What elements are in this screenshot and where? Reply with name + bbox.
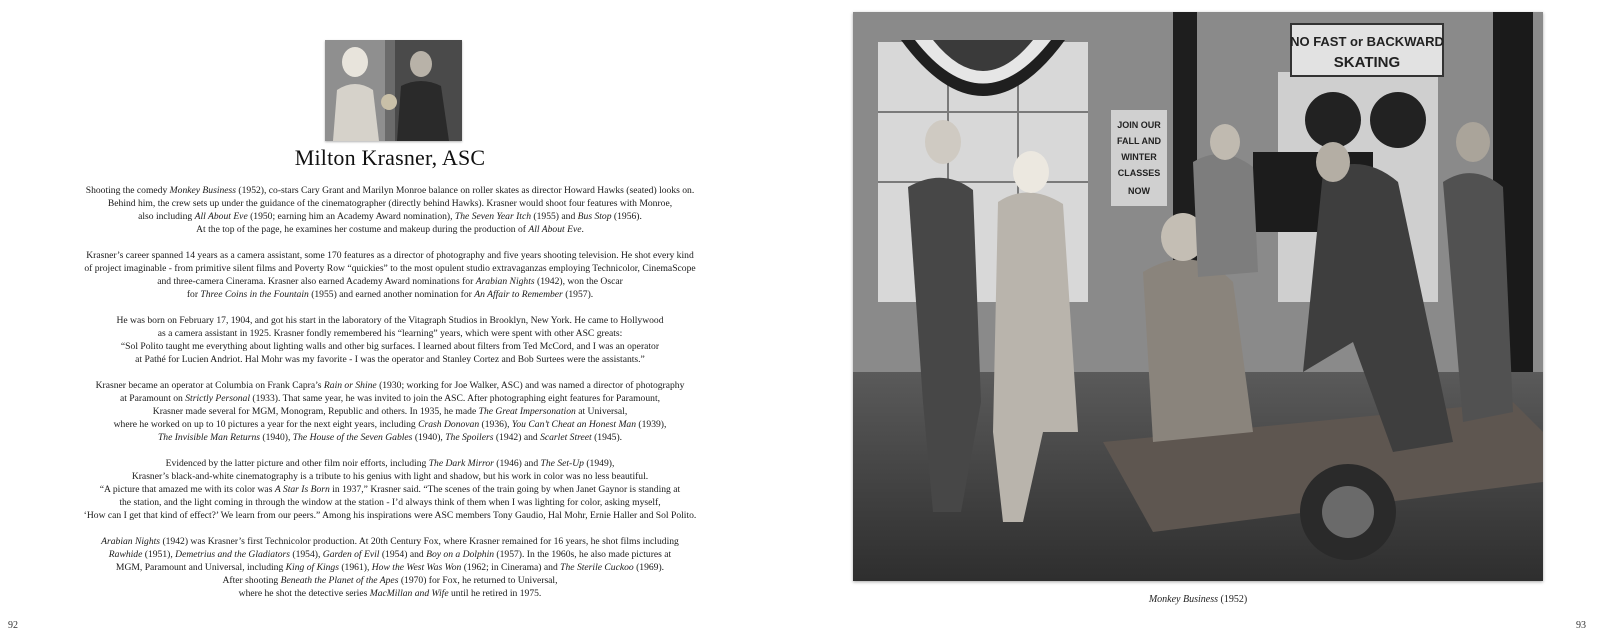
text-run: (1955) and [531,211,578,222]
italic-title: Rawhide [108,549,143,560]
italic-title: Arabian Nights [475,276,535,287]
italic-title: The Dark Mirror [428,458,494,469]
italic-title: How the West Was Won [371,562,462,573]
italic-title: Strictly Personal [185,393,250,404]
text-line [40,509,740,522]
text-run: Behind him, the crew sets up under the guidance of the cinematographer (directly behind Hawks). Krasner would shoot four features with Monroe, [107,198,673,209]
text-line [40,457,740,470]
poster-line-1: JOIN OUR [1117,120,1161,130]
text-line [40,210,740,223]
text-line [40,275,740,288]
sign-line-1: NO FAST or BACKWARD [1290,34,1444,49]
text-run: (1950; earning him an Academy Award nomination), [247,211,455,222]
italic-title: Monkey Business [169,185,237,196]
italic-title: Three Coins in the Fountain [200,289,309,300]
italic-title: Demetrius and the Gladiators [175,549,290,560]
italic-title: Rain or Shine [323,380,377,391]
text-run: (1954) and [379,549,427,560]
italic-title: MacMillan and Wife [369,588,449,599]
text-run: until he retired in 1975. [448,588,542,599]
text-run: (1957). [562,289,594,300]
photo-caption [853,594,1543,605]
text-run: He was born on February 17, 1904, and got his start in the laboratory of the Vitagraph Studios in Brooklyn, New York. He came to Hollywood [116,315,664,326]
italic-title: Scarlet Street [540,432,592,443]
text-run: (1942) was Krasner’s first Technicolor production. At 20th Century Fox, where Krasner remained for 16 years, he shot films including [160,536,679,547]
poster-line-4: CLASSES [1117,168,1161,178]
text-run: (1945). [591,432,623,443]
italic-title: Bus Stop [577,211,612,222]
text-line [40,483,740,496]
sign-line-2: SKATING [1333,54,1401,71]
text-run: After shooting [222,575,281,586]
text-run: (1940), [260,432,293,443]
text-run: Krasner’s black-and-white cinematography is a tribute to his genius with light and shadow, but his work in color was no less beautiful. [131,471,649,482]
italic-title: Crash Donovan [418,419,480,430]
body-paragraph [40,184,740,236]
text-line [40,574,740,587]
italic-title: The Great Impersonation [478,406,576,417]
text-run: “A picture that amazed me with its color was [99,484,275,495]
italic-title: A Star Is Born [274,484,330,495]
text-line [40,314,740,327]
italic-title: Beneath the Planet of the Apes [280,575,399,586]
caption-title: Monkey Business [1148,594,1218,605]
text-run: (1955) and earned another nomination for [308,289,475,300]
text-run: at Paramount on [119,393,186,404]
text-run: (1961), [338,562,372,573]
text-run: Krasner made several for MGM, Monogram, Republic and others. In 1935, he made [152,406,479,417]
italic-title: The House of the Seven Gables [292,432,413,443]
italic-title: All About Eve [528,224,582,235]
text-run: also including [138,211,195,222]
text-line [40,288,740,301]
text-line [40,340,740,353]
text-line [40,353,740,366]
text-run: Krasner’s career spanned 14 years as a camera assistant, some 170 features as a director of photography and five years shooting television. He shot every kind [86,250,694,261]
text-line [40,470,740,483]
text-run: as a camera assistant in 1925. Krasner fondly remembered his “learning” years, which were spent with other ASC greats: [157,328,623,339]
film-still-photo [853,12,1543,581]
body-paragraph [40,535,740,600]
text-run: “Sol Polito taught me everything about lighting walls and other big surfaces. I learned about filters from Ted McCord, and I was an operator [120,341,660,352]
text-run: Shooting the comedy [85,185,170,196]
body-paragraph [40,314,740,366]
text-run: (1956). [611,211,642,222]
text-line [40,496,740,509]
text-run: for [186,289,201,300]
text-run: MGM, Paramount and Universal, including [115,562,286,573]
text-run: (1942), won the Oscar [534,276,623,287]
text-run: (1933). That same year, he was invited to join the ASC. After photographing eight features for Paramount, [250,393,661,404]
italic-title: An Affair to Remember [474,289,563,300]
text-run: (1946) and [493,458,541,469]
film-still-graphic [853,12,1543,581]
italic-title: Garden of Evil [322,549,380,560]
italic-title: The Invisible Man Returns [157,432,260,443]
text-run: where he worked on up to 10 pictures a year for the next eight years, including [113,419,419,430]
italic-title: The Spoilers [445,432,494,443]
italic-title: Boy on a Dolphin [426,549,495,560]
text-run: (1952), co-stars Cary Grant and Marilyn Monroe balance on roller skates as director Howard Hawks (seated) looks on. [236,185,695,196]
body-paragraph [40,249,740,301]
italic-title: The Set-Up [540,458,584,469]
text-line [40,184,740,197]
text-run: and three-camera Cinerama. Krasner also earned Academy Award nominations for [157,276,476,287]
text-line [40,249,740,262]
italic-title: The Sterile Cuckoo [560,562,634,573]
text-run: (1949), [583,458,615,469]
text-run: where he shot the detective series [238,588,370,599]
text-run: at Pathé for Lucien Andriot. Hal Mohr was my favorite - I was the operator and Stanley Cortez and Bob Surtees were the assistants.” [135,354,645,365]
text-run: . [581,224,584,235]
text-run: (1942) and [493,432,541,443]
italic-title: The Seven Year Itch [454,211,532,222]
text-line [40,327,740,340]
text-run: (1940), [412,432,446,443]
text-run: (1962; in Cinerama) and [461,562,561,573]
left-page [0,0,790,637]
text-run: (1970) for Fox, he returned to Universal, [398,575,558,586]
page-title: Milton Krasner, ASC [294,145,486,170]
text-line [40,418,740,431]
thumbnail-photo [325,40,462,141]
text-run: ‘How can I get that kind of effect?’ We learn from our peers.” Among his inspirations were ASC members Tony Gaudio, Hal Mohr, Ernie Haller and Sol Polito. [83,510,697,521]
text-run: (1939), [636,419,667,430]
thumbnail-photo-graphic [325,40,462,141]
page-number-right: 93 [1576,620,1586,631]
poster-line-2: FALL AND [1117,136,1161,146]
italic-title: All About Eve [194,211,248,222]
text-run: (1957). In the 1960s, he also made pictures at [494,549,672,560]
text-run: Evidenced by the latter picture and other film noir efforts, including [165,458,429,469]
poster-line-5: NOW [1128,186,1150,196]
text-line [40,262,740,275]
text-line [40,535,740,548]
italic-title: King of Kings [285,562,339,573]
text-run: at Universal, [575,406,628,417]
text-line [40,197,740,210]
italic-title: Arabian Nights [101,536,161,547]
poster-line-3: WINTER [1121,152,1157,162]
italic-title: You Can’t Cheat an Honest Man [511,419,637,430]
text-line [40,561,740,574]
body-paragraph [40,379,740,444]
text-line [40,405,740,418]
text-line [40,587,740,600]
body-paragraph [40,457,740,522]
text-run: (1969). [633,562,665,573]
text-line [40,392,740,405]
page-number-left: 92 [8,620,18,631]
text-line [40,431,740,444]
text-run: (1930; working for Joe Walker, ASC) and was named a director of photography [376,380,685,391]
text-run: in 1937,” Krasner said. “The scenes of the train going by when Janet Gaynor is standing at [329,484,681,495]
text-run: (1954), [290,549,323,560]
text-line [40,379,740,392]
text-run: Krasner became an operator at Columbia on Frank Capra’s [95,380,324,391]
text-run: At the top of the page, he examines her costume and makeup during the production of [196,224,529,235]
text-line [40,223,740,236]
text-run: the station, and the light coming in through the window at the station - I’d always think of them when I was lighting for color, asking myself, [119,497,661,508]
article-body [40,184,740,613]
caption-year: (1952) [1217,594,1248,605]
text-run: (1936), [479,419,512,430]
text-line [40,548,740,561]
text-run: of project imaginable - from primitive silent films and Poverty Row “quickies” to the most opulent studio extravaganzas employing Technicolor, CinemaScope [84,263,696,274]
text-run: (1951), [142,549,176,560]
